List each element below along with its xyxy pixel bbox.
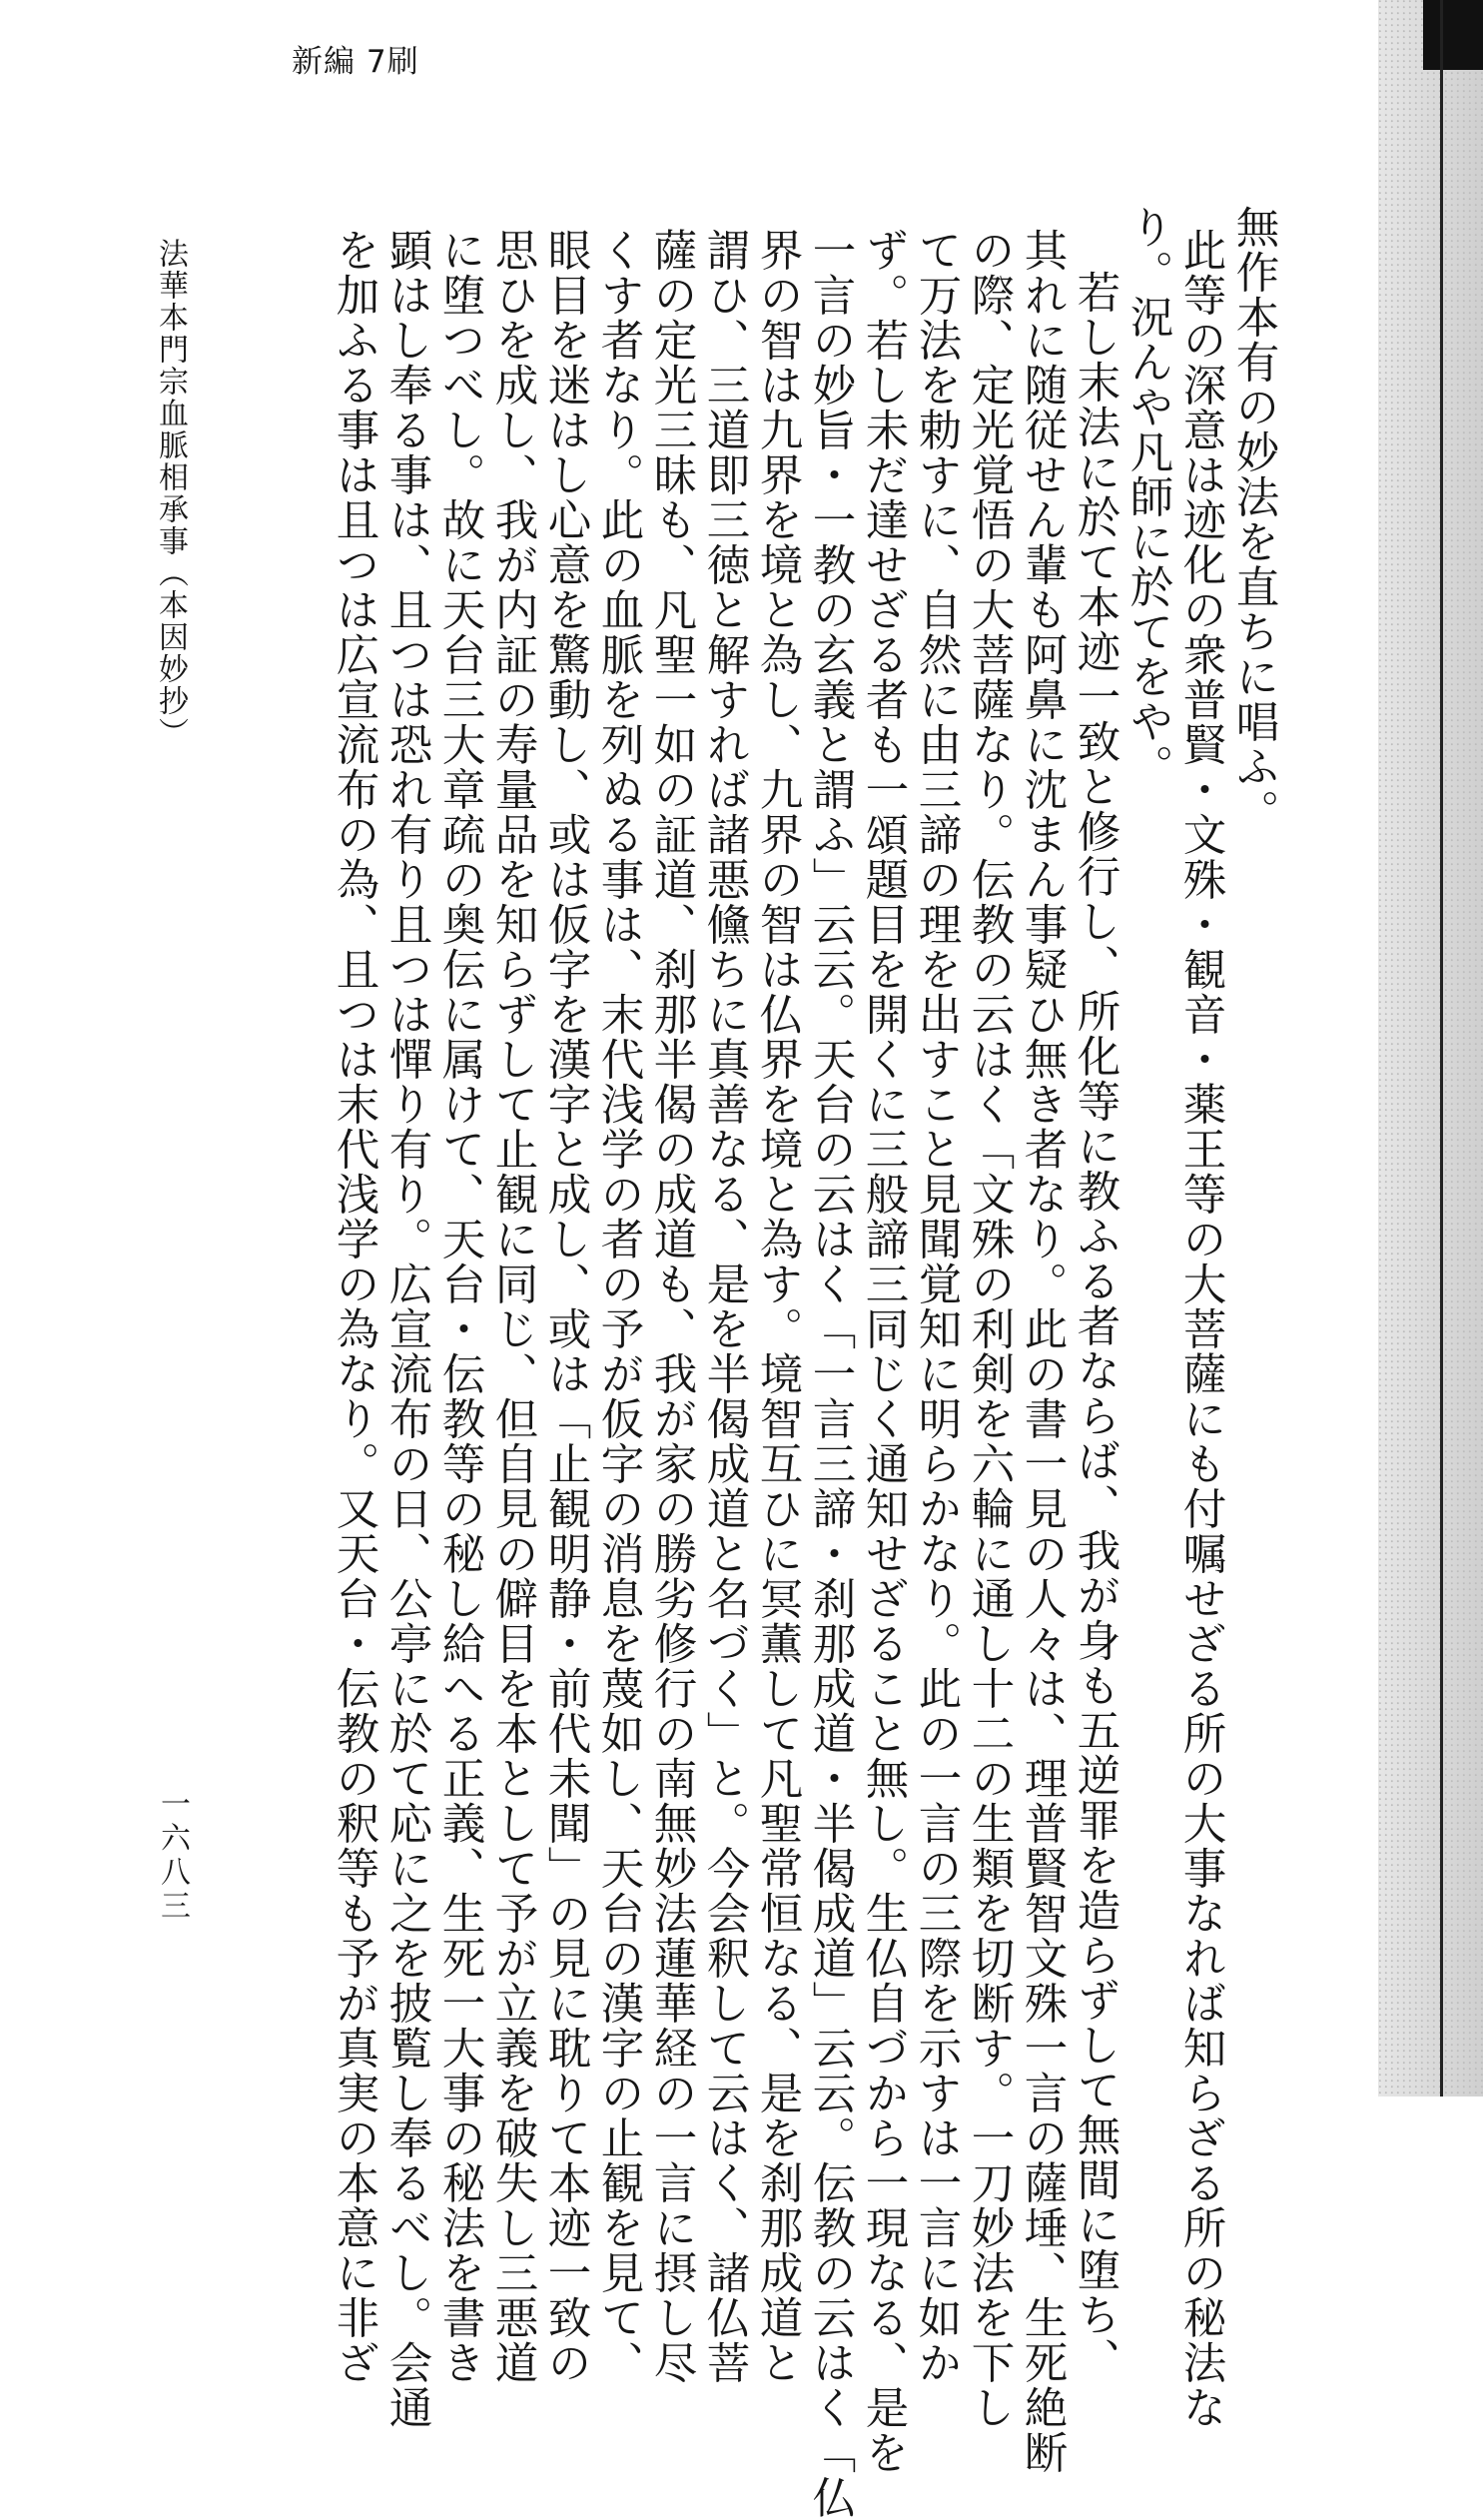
text-column: の際、定光覚悟の大菩薩なり。伝教の云はく「文殊の利剣を六輪に通し十二の生類を切断す。一刀妙法を下し (964, 228, 1015, 2430)
text-column: くす者なり。此の血脈を列ぬる事は、末代浅学の者の予が仮字の消息を蔑如し、天台の漢字の止観を見て、 (593, 228, 644, 2385)
text-column: 若し末法に於て本迹一致と修行し、所化等に教ふる者ならば、我が身も五逆罪を造らずして無間に堕ち、 (1070, 270, 1120, 2382)
text-column: て万法を勅すに、自然に由三諦の理を出すこと見聞覚知に明らかなり。此の一言の三際を示すは一言に如か (911, 228, 962, 2385)
page-number: 一六八三 (155, 1788, 190, 1924)
text-column: 思ひを成し、我が内証の寿量品を知らずして止観に同じ、但自見の僻目を本として予が立義を破失し三悪道 (487, 228, 538, 2385)
text-column: を加ふる事は且つは広宣流布の為、且つは末代浅学の為なり。又天台・伝教の釈等も予が真実の本意に非ざ (329, 228, 379, 2385)
edition-header: 新編 7刷 (292, 44, 419, 80)
text-column: 其れに随従せん輩も阿鼻に沈まん事疑ひ無き者なり。此の書一見の人々は、理普賢智文殊一言の薩埵、生死絶断 (1017, 228, 1068, 2475)
text-column: 此等の深意は迹化の衆普賢・文殊・観音・薬王等の大菩薩にも付嘱せざる所の大事なれば知らざる所の秘法な (1175, 228, 1226, 2430)
binding-corner (1423, 0, 1483, 70)
text-column: 眼目を迷はし心意を驚動し、或は仮字を漢字と成し、或は「止観明静・前代未聞」の見に耽りて本迹一致の (540, 228, 591, 2385)
running-title: 法華本門宗血脈相承事（本因妙抄） (153, 238, 188, 749)
page-edge-line (1440, 0, 1443, 2097)
text-column: 無作本有の妙法を直ちに唱ふ。 (1228, 205, 1279, 834)
text-column: 謂ひ、三道即三徳と解すれば諸悪儵ちに真善なる、是を半偈成道と名づく」と。今会釈して云はく、諸仏菩 (699, 228, 750, 2385)
text-column: 一言の妙旨・一教の玄義と謂ふ」云云。天台の云はく「一言三諦・刹那成道・半偈成道」云云。伝教の云はく「仏 (805, 228, 856, 2520)
text-column: 顕はし奉る事は、且つは恐れ有り且つは憚り有り。広宣流布の日、公亭に於て応に之を披覧し奉るべし。会通 (381, 228, 432, 2430)
text-column: り。況んや凡師に於てをや。 (1122, 205, 1173, 789)
page-edge-shadow (1378, 0, 1483, 2097)
text-column: 薩の定光三昧も、凡聖一如の証道、刹那半偈の成道も、我が家の勝劣修行の南無妙法蓮華経の一言に摂し尽 (646, 228, 697, 2385)
text-column: ず。若し未だ達せざる者も一頌題目を開くに三般諦三同じく通知せざること無し。生仏自づから一現なる、是を (858, 228, 909, 2475)
text-column: 界の智は九界を境と為し、九界の智は仏界を境と為す。境智互ひに冥薫して凡聖常恒なる、是を刹那成道と (752, 228, 803, 2385)
text-column: に堕つべし。故に天台三大章疏の奥伝に属けて、天台・伝教等の秘し給へる正義、生死一大事の秘法を書き (434, 228, 485, 2385)
